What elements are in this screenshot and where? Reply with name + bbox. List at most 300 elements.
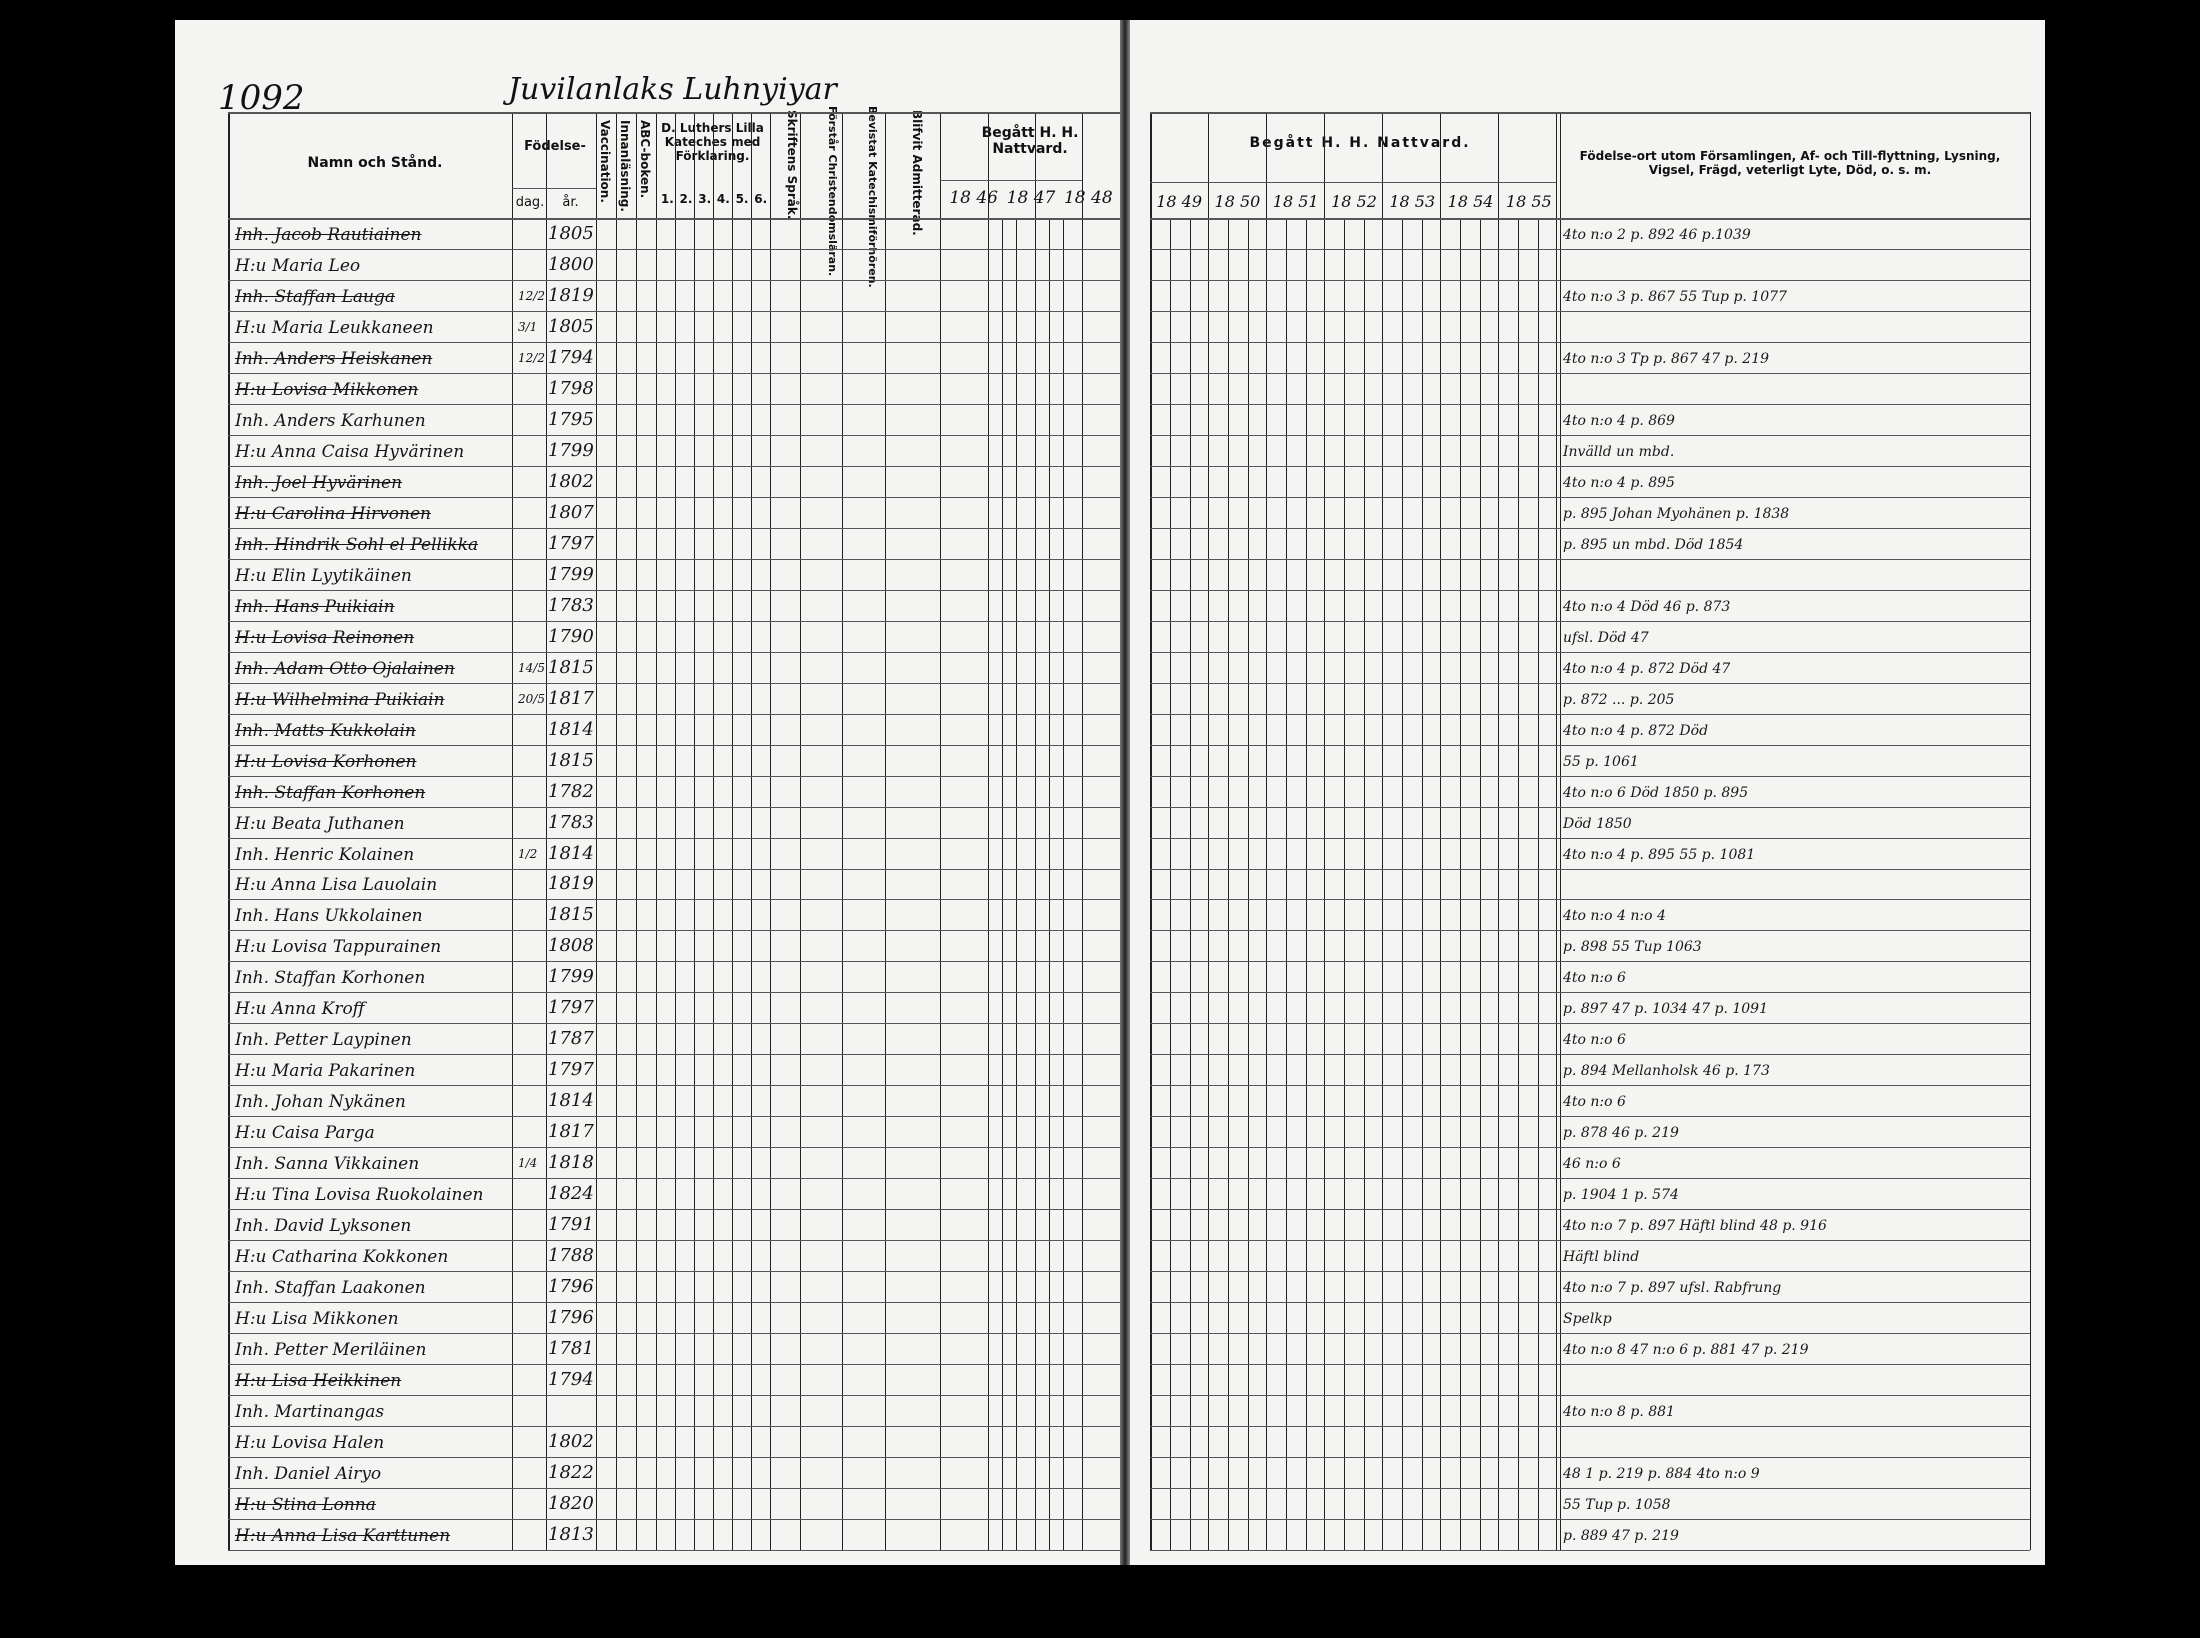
person-name: H:u Carolina Hirvonen <box>235 503 431 524</box>
row-rule <box>1150 869 2030 870</box>
remark: 4to n:o 8 p. 881 <box>1563 1404 1675 1421</box>
row-rule <box>228 280 1120 281</box>
remark: 4to n:o 4 Död 46 p. 873 <box>1563 598 1731 615</box>
column-rule <box>1082 112 1083 1550</box>
remark: 46 n:o 6 <box>1563 1156 1621 1173</box>
row-rule <box>228 1364 1120 1365</box>
column-rule <box>1228 218 1229 1550</box>
person-name: H:u Lovisa Mikkonen <box>235 379 419 400</box>
birth-year: 1799 <box>548 439 594 461</box>
birth-day: 20/5 <box>518 691 545 706</box>
remark: 4to n:o 2 p. 892 46 p.1039 <box>1563 226 1751 243</box>
row-rule <box>228 869 1120 870</box>
book-gutter <box>1120 20 1130 1565</box>
column-rule <box>713 112 714 1550</box>
birth-year: 1783 <box>548 811 594 833</box>
birth-year: 1796 <box>548 1276 594 1298</box>
person-name: H:u Lisa Heikkinen <box>235 1371 402 1392</box>
birth-year: 1814 <box>548 842 594 864</box>
row-rule <box>228 683 1120 684</box>
person-name: Inh. Hans Ukkolainen <box>235 906 423 927</box>
column-rule <box>1286 218 1287 1550</box>
birth-day: 12/2 <box>518 288 545 303</box>
column-rule <box>1266 112 1267 1550</box>
column-rule <box>1063 218 1064 1550</box>
row-rule <box>228 1550 1120 1551</box>
person-name: Inh. Hindrik Sohl el Pellikka <box>235 534 479 555</box>
remark: p. 889 47 p. 219 <box>1563 1528 1679 1544</box>
row-rule <box>1150 1457 2030 1458</box>
row-rule <box>1150 714 2030 715</box>
person-name: H:u Lisa Mikkonen <box>235 1309 399 1330</box>
birth-year: 1805 <box>548 222 594 244</box>
column-rule <box>1016 218 1017 1550</box>
row-rule <box>1150 1333 2030 1334</box>
birth-year: 1817 <box>548 1121 594 1143</box>
column-rule <box>616 112 617 1550</box>
row-rule <box>228 1209 1120 1210</box>
row-rule <box>228 1116 1120 1117</box>
remark: 4to n:o 4 p. 895 55 p. 1081 <box>1563 846 1756 863</box>
row-rule <box>228 1178 1120 1179</box>
column-rule <box>1306 218 1307 1550</box>
row-rule <box>1150 1209 2030 1210</box>
row-rule <box>228 1054 1120 1055</box>
column-rule <box>1208 112 1209 1550</box>
header-name: Namn och Stånd. <box>307 155 443 171</box>
person-name: H:u Anna Lisa Lauolain <box>235 875 438 896</box>
year-col: 18 52 <box>1331 192 1377 211</box>
row-rule <box>228 1240 1120 1241</box>
row-rule <box>228 1333 1120 1334</box>
birth-day: 1/4 <box>518 1156 538 1171</box>
row-rule <box>228 1519 1120 1520</box>
remark: p. 895 Johan Myohänen p. 1838 <box>1563 505 1790 522</box>
remark: p. 895 un mbd. Död 1854 <box>1563 536 1744 553</box>
page-number: 1092 <box>218 78 305 118</box>
birth-year: 1794 <box>548 1369 594 1391</box>
birth-day: 1/2 <box>518 846 538 861</box>
year-col: 18 51 <box>1272 192 1319 211</box>
person-name: H:u Anna Caisa Hyvärinen <box>235 441 465 462</box>
year-col: 18 48 <box>1063 188 1113 208</box>
column-rule <box>1002 218 1003 1550</box>
row-rule <box>1150 249 2030 250</box>
year-col: 18 55 <box>1505 192 1552 211</box>
column-rule <box>1560 112 1561 1550</box>
row-rule <box>1150 182 1556 183</box>
person-name: H:u Anna Lisa Karttunen <box>235 1526 451 1546</box>
row-rule <box>228 311 1120 312</box>
row-rule <box>228 930 1120 931</box>
column-rule <box>228 112 230 1550</box>
column-rule <box>1035 112 1036 1550</box>
birth-year: 1802 <box>548 470 594 492</box>
person-name: Inh. Martinangas <box>235 1402 385 1423</box>
birth-year: 1814 <box>548 718 594 740</box>
remark: 55 p. 1061 <box>1563 753 1639 770</box>
birth-day: 3/1 <box>518 319 538 334</box>
column-rule <box>1382 112 1383 1550</box>
person-name: H:u Lovisa Korhonen <box>235 751 417 772</box>
row-rule <box>1150 1426 2030 1427</box>
header-catechism-proof: Bevistat Katechismiförhören. <box>866 106 879 288</box>
row-rule <box>512 188 596 189</box>
column-rule <box>842 112 843 1550</box>
column-rule <box>770 112 771 1550</box>
row-rule <box>1150 497 2030 498</box>
person-name: Inh. Sanna Vikkainen <box>235 1154 420 1175</box>
birth-year: 1815 <box>548 904 594 926</box>
birth-year: 1797 <box>548 1059 594 1081</box>
person-name: Inh. Daniel Airyo <box>235 1464 382 1485</box>
birth-year: 1805 <box>548 315 594 337</box>
birth-year: 1818 <box>548 1152 594 1174</box>
birth-year: 1794 <box>548 346 594 368</box>
row-rule <box>1150 776 2030 777</box>
year-col: 18 47 <box>1006 188 1056 208</box>
row-rule <box>1150 404 2030 405</box>
person-name: Inh. Petter Laypinen <box>235 1030 412 1051</box>
birth-year: 1822 <box>548 1462 594 1484</box>
row-rule <box>228 1271 1120 1272</box>
year-col: 18 50 <box>1214 192 1261 211</box>
person-name: H:u Maria Leo <box>235 255 361 276</box>
remark: p. 898 55 Tup 1063 <box>1563 939 1702 956</box>
row-rule <box>228 776 1120 777</box>
person-name: H:u Catharina Kokkonen <box>235 1247 449 1268</box>
row-rule <box>1150 1271 2030 1272</box>
remark: 4to n:o 4 n:o 4 <box>1563 908 1666 925</box>
communion-years-left <box>945 188 1117 208</box>
row-rule <box>228 1023 1120 1024</box>
birth-year: 1797 <box>548 997 594 1019</box>
birth-year: 1814 <box>548 1090 594 1112</box>
person-name: Inh. Staffan Lauga <box>235 286 395 307</box>
row-rule <box>228 559 1120 560</box>
column-rule <box>596 112 597 1550</box>
row-rule <box>1150 280 2030 281</box>
row-rule <box>228 528 1120 529</box>
remark: 48 1 p. 219 p. 884 4to n:o 9 <box>1563 1466 1760 1483</box>
row-rule <box>940 180 1082 181</box>
row-rule <box>1150 1023 2030 1024</box>
row-rule <box>1150 683 2030 684</box>
remark: p. 1904 1 p. 574 <box>1563 1187 1679 1204</box>
row-rule <box>228 590 1120 591</box>
row-rule <box>1150 930 2030 931</box>
remark: 4to n:o 8 47 n:o 6 p. 881 47 p. 219 <box>1563 1342 1809 1359</box>
column-rule <box>636 112 637 1550</box>
cat-col: 3. <box>698 192 712 206</box>
row-rule <box>1150 559 2030 560</box>
person-name: Inh. Staffan Korhonen <box>235 968 426 989</box>
row-rule <box>1150 1178 2030 1179</box>
person-name: H:u Tina Lovisa Ruokolainen <box>235 1185 484 1206</box>
person-name: H:u Stina Lonna <box>235 1495 376 1516</box>
birth-year: 1820 <box>548 1493 594 1515</box>
cat-col: 4. <box>716 192 730 206</box>
row-rule <box>1150 1240 2030 1241</box>
row-rule <box>1150 590 2030 591</box>
remark: 4to n:o 3 Tp p. 867 47 p. 219 <box>1563 350 1770 367</box>
birth-year: 1782 <box>548 780 594 802</box>
column-rule <box>2030 112 2031 1550</box>
column-rule <box>1498 112 1499 1550</box>
remark: 4to n:o 4 p. 872 Död <box>1563 722 1709 739</box>
row-rule <box>1150 342 2030 343</box>
row-rule <box>1150 807 2030 808</box>
row-rule <box>228 1426 1120 1427</box>
person-name: Inh. Adam Otto Ojalainen <box>235 658 455 679</box>
birth-year: 1824 <box>548 1183 594 1205</box>
row-rule <box>228 745 1120 746</box>
remark: 4to n:o 4 p. 869 <box>1563 412 1675 429</box>
row-rule <box>1150 1054 2030 1055</box>
birth-year: 1787 <box>548 1028 594 1050</box>
communion-years-right <box>1150 192 1558 211</box>
row-rule <box>228 961 1120 962</box>
header-communion-left: Begått H. H. Nattvard. <box>981 125 1079 158</box>
column-rule <box>675 112 676 1550</box>
column-rule <box>1460 218 1461 1550</box>
birth-year: 1783 <box>548 594 594 616</box>
remark: 4to n:o 7 p. 897 ufsl. Rabfrung <box>1563 1280 1782 1297</box>
column-rule <box>800 112 801 1550</box>
row-rule <box>1150 1395 2030 1396</box>
person-name: Inh. Hans Puikiain <box>235 596 395 617</box>
remark: Häftl blind <box>1563 1249 1640 1266</box>
remark: 55 Tup p. 1058 <box>1563 1497 1671 1514</box>
row-rule <box>1150 218 2030 220</box>
remark: 4to n:o 3 p. 867 55 Tup p. 1077 <box>1563 288 1787 305</box>
birth-year: 1797 <box>548 532 594 554</box>
row-rule <box>228 652 1120 653</box>
remark: p. 872 ... p. 205 <box>1563 691 1675 708</box>
year-col: 18 46 <box>949 188 998 208</box>
remark: 4to n:o 7 p. 897 Häftl blind 48 p. 916 <box>1563 1218 1827 1235</box>
row-rule <box>228 621 1120 622</box>
remark: p. 897 47 p. 1034 47 p. 1091 <box>1563 1001 1768 1018</box>
row-rule <box>1150 621 2030 622</box>
header-communion-right: Begått H. H. Nattvard. <box>1249 135 1471 151</box>
person-name: H:u Beata Juthanen <box>235 813 405 834</box>
header-birth-day: dag. <box>515 195 545 210</box>
column-rule <box>1049 218 1050 1550</box>
row-rule <box>228 714 1120 715</box>
birth-year: 1800 <box>548 253 594 275</box>
row-rule <box>1150 1488 2030 1489</box>
row-rule <box>228 838 1120 839</box>
row-rule <box>1150 745 2030 746</box>
remark: 4to n:o 4 p. 895 <box>1563 474 1675 491</box>
header-vaccination: Vaccination. <box>598 120 612 203</box>
column-rule <box>694 112 695 1550</box>
birth-year: 1807 <box>548 501 594 523</box>
row-rule <box>1150 112 2030 114</box>
row-rule <box>228 466 1120 467</box>
column-rule <box>1324 112 1325 1550</box>
row-rule <box>1150 466 2030 467</box>
row-rule <box>1150 311 2030 312</box>
header-reading: Innanläsning. <box>618 120 632 212</box>
person-name: Inh. Joel Hyvärinen <box>235 472 403 493</box>
row-rule <box>1150 1302 2030 1303</box>
row-rule <box>1150 899 2030 900</box>
year-col: 18 49 <box>1156 192 1203 211</box>
header-scripture: Skriftens Språk. <box>785 110 799 220</box>
header-christ-teaching: Förstår Christendomsläran. <box>826 106 839 277</box>
column-rule <box>656 112 657 1550</box>
remark: Spelkp <box>1563 1311 1612 1328</box>
row-rule <box>228 404 1120 405</box>
person-name: Inh. David Lyksonen <box>235 1216 412 1237</box>
birth-year: 1796 <box>548 1307 594 1329</box>
person-name: H:u Maria Leukkaneen <box>235 317 434 338</box>
row-rule <box>228 1085 1120 1086</box>
column-rule <box>546 112 547 1550</box>
column-rule <box>751 112 752 1550</box>
remark: ufsl. Död 47 <box>1563 629 1649 646</box>
row-rule <box>1150 1085 2030 1086</box>
row-rule <box>1150 1147 2030 1148</box>
cat-col: 1. <box>660 192 674 206</box>
remark: 4to n:o 6 <box>1563 1094 1626 1111</box>
birth-day: 12/2 <box>518 350 545 365</box>
birth-year: 1817 <box>548 687 594 709</box>
column-rule <box>1538 218 1539 1550</box>
header-admitted: Blifvit Admitterad. <box>910 110 924 236</box>
birth-year: 1815 <box>548 749 594 771</box>
row-rule <box>228 1302 1120 1303</box>
row-rule <box>1150 528 2030 529</box>
cat-col: 6. <box>754 192 768 206</box>
birth-year: 1799 <box>548 563 594 585</box>
row-rule <box>1150 1519 2030 1520</box>
remark: 4to n:o 6 <box>1563 970 1626 987</box>
row-rule <box>228 249 1120 250</box>
birth-year: 1781 <box>548 1338 594 1360</box>
header-remarks: Födelse-ort utom Församlingen, Af- och Till-flyttning, Lysning, Vigsel, Frägd, veterligt Lyte, Död, o. s. m. <box>1579 149 2001 177</box>
cat-col: 2. <box>679 192 693 206</box>
header-catechism: D. Luthers Lilla Kateches med Förklaring. <box>661 121 764 163</box>
row-rule <box>228 218 1120 220</box>
birth-year: 1798 <box>548 377 594 399</box>
row-rule <box>228 342 1120 343</box>
birth-year: 1795 <box>548 408 594 430</box>
row-rule <box>1150 961 2030 962</box>
row-rule <box>1150 373 2030 374</box>
column-rule <box>1364 218 1365 1550</box>
column-rule <box>988 112 989 1550</box>
header-birth: Födelse- <box>524 139 586 154</box>
row-rule <box>228 1457 1120 1458</box>
birth-year: 1790 <box>548 625 594 647</box>
column-rule <box>1440 112 1441 1550</box>
row-rule <box>1150 1116 2030 1117</box>
birth-year: 1799 <box>548 966 594 988</box>
column-rule <box>512 112 513 1550</box>
person-name: H:u Lovisa Halen <box>235 1433 385 1454</box>
column-rule <box>1556 112 1557 1550</box>
person-name: Inh. Anders Heiskanen <box>235 348 433 369</box>
remark: p. 878 46 p. 219 <box>1563 1125 1679 1142</box>
village-title: Juvilanlaks Luhnyiyar <box>508 72 837 107</box>
remark: 4to n:o 6 Död 1850 p. 895 <box>1563 784 1749 801</box>
row-rule <box>228 899 1120 900</box>
person-name: H:u Lovisa Reinonen <box>235 627 415 648</box>
row-rule <box>228 373 1120 374</box>
birth-year: 1819 <box>548 284 594 306</box>
person-name: H:u Wilhelmina Puikiain <box>235 689 445 710</box>
birth-year: 1813 <box>548 1524 594 1545</box>
column-rule <box>1402 218 1403 1550</box>
year-col: 18 54 <box>1447 192 1494 211</box>
row-rule <box>1150 1550 2030 1551</box>
remark: Invälld un mbd. <box>1563 443 1675 460</box>
remark: p. 894 Mellanholsk 46 p. 173 <box>1563 1063 1770 1080</box>
row-rule <box>228 1147 1120 1148</box>
column-rule <box>732 112 733 1550</box>
birth-year: 1791 <box>548 1214 594 1236</box>
row-rule <box>228 1488 1120 1489</box>
column-rule <box>1150 112 1152 1550</box>
person-name: Inh. Jacob Rautiainen <box>235 224 422 245</box>
column-rule <box>1170 218 1171 1550</box>
column-rule <box>940 112 941 1550</box>
person-name: H:u Caisa Parga <box>235 1123 375 1144</box>
birth-year: 1819 <box>548 873 594 895</box>
birth-day: 14/5 <box>518 660 545 675</box>
row-rule <box>1150 435 2030 436</box>
column-rule <box>1480 218 1481 1550</box>
remark: 4to n:o 4 p. 872 Död 47 <box>1563 660 1731 677</box>
column-rule <box>1248 218 1249 1550</box>
birth-year: 1788 <box>548 1245 594 1267</box>
row-rule <box>228 807 1120 808</box>
remark: 4to n:o 6 <box>1563 1032 1626 1049</box>
header-birth-year: år. <box>562 195 579 210</box>
person-name: H:u Maria Pakarinen <box>235 1061 416 1082</box>
row-rule <box>1150 652 2030 653</box>
cat-col: 5. <box>735 192 749 206</box>
person-name: Inh. Petter Meriläinen <box>235 1340 427 1361</box>
row-rule <box>228 435 1120 436</box>
birth-year: 1808 <box>548 935 594 957</box>
row-rule <box>228 112 1120 114</box>
person-name: Inh. Staffan Laakonen <box>235 1278 426 1299</box>
year-col: 18 53 <box>1389 192 1436 211</box>
column-rule <box>1344 218 1345 1550</box>
row-rule <box>228 1395 1120 1396</box>
person-name: Inh. Johan Nykänen <box>235 1092 406 1113</box>
row-rule <box>228 497 1120 498</box>
person-name: Inh. Anders Karhunen <box>235 410 426 431</box>
person-name: Inh. Staffan Korhonen <box>235 782 426 803</box>
row-rule <box>228 992 1120 993</box>
column-rule <box>1190 218 1191 1550</box>
birth-year: 1815 <box>548 656 594 678</box>
birth-year: 1802 <box>548 1431 594 1453</box>
person-name: Inh. Matts Kukkolain <box>235 720 416 741</box>
row-rule <box>1150 992 2030 993</box>
person-name: Inh. Henric Kolainen <box>235 844 415 865</box>
person-name: H:u Elin Lyytikäinen <box>235 565 412 586</box>
remark: Död 1850 <box>1563 815 1632 832</box>
row-rule <box>1150 1364 2030 1365</box>
column-rule <box>1518 218 1519 1550</box>
person-name: H:u Lovisa Tappurainen <box>235 937 442 958</box>
